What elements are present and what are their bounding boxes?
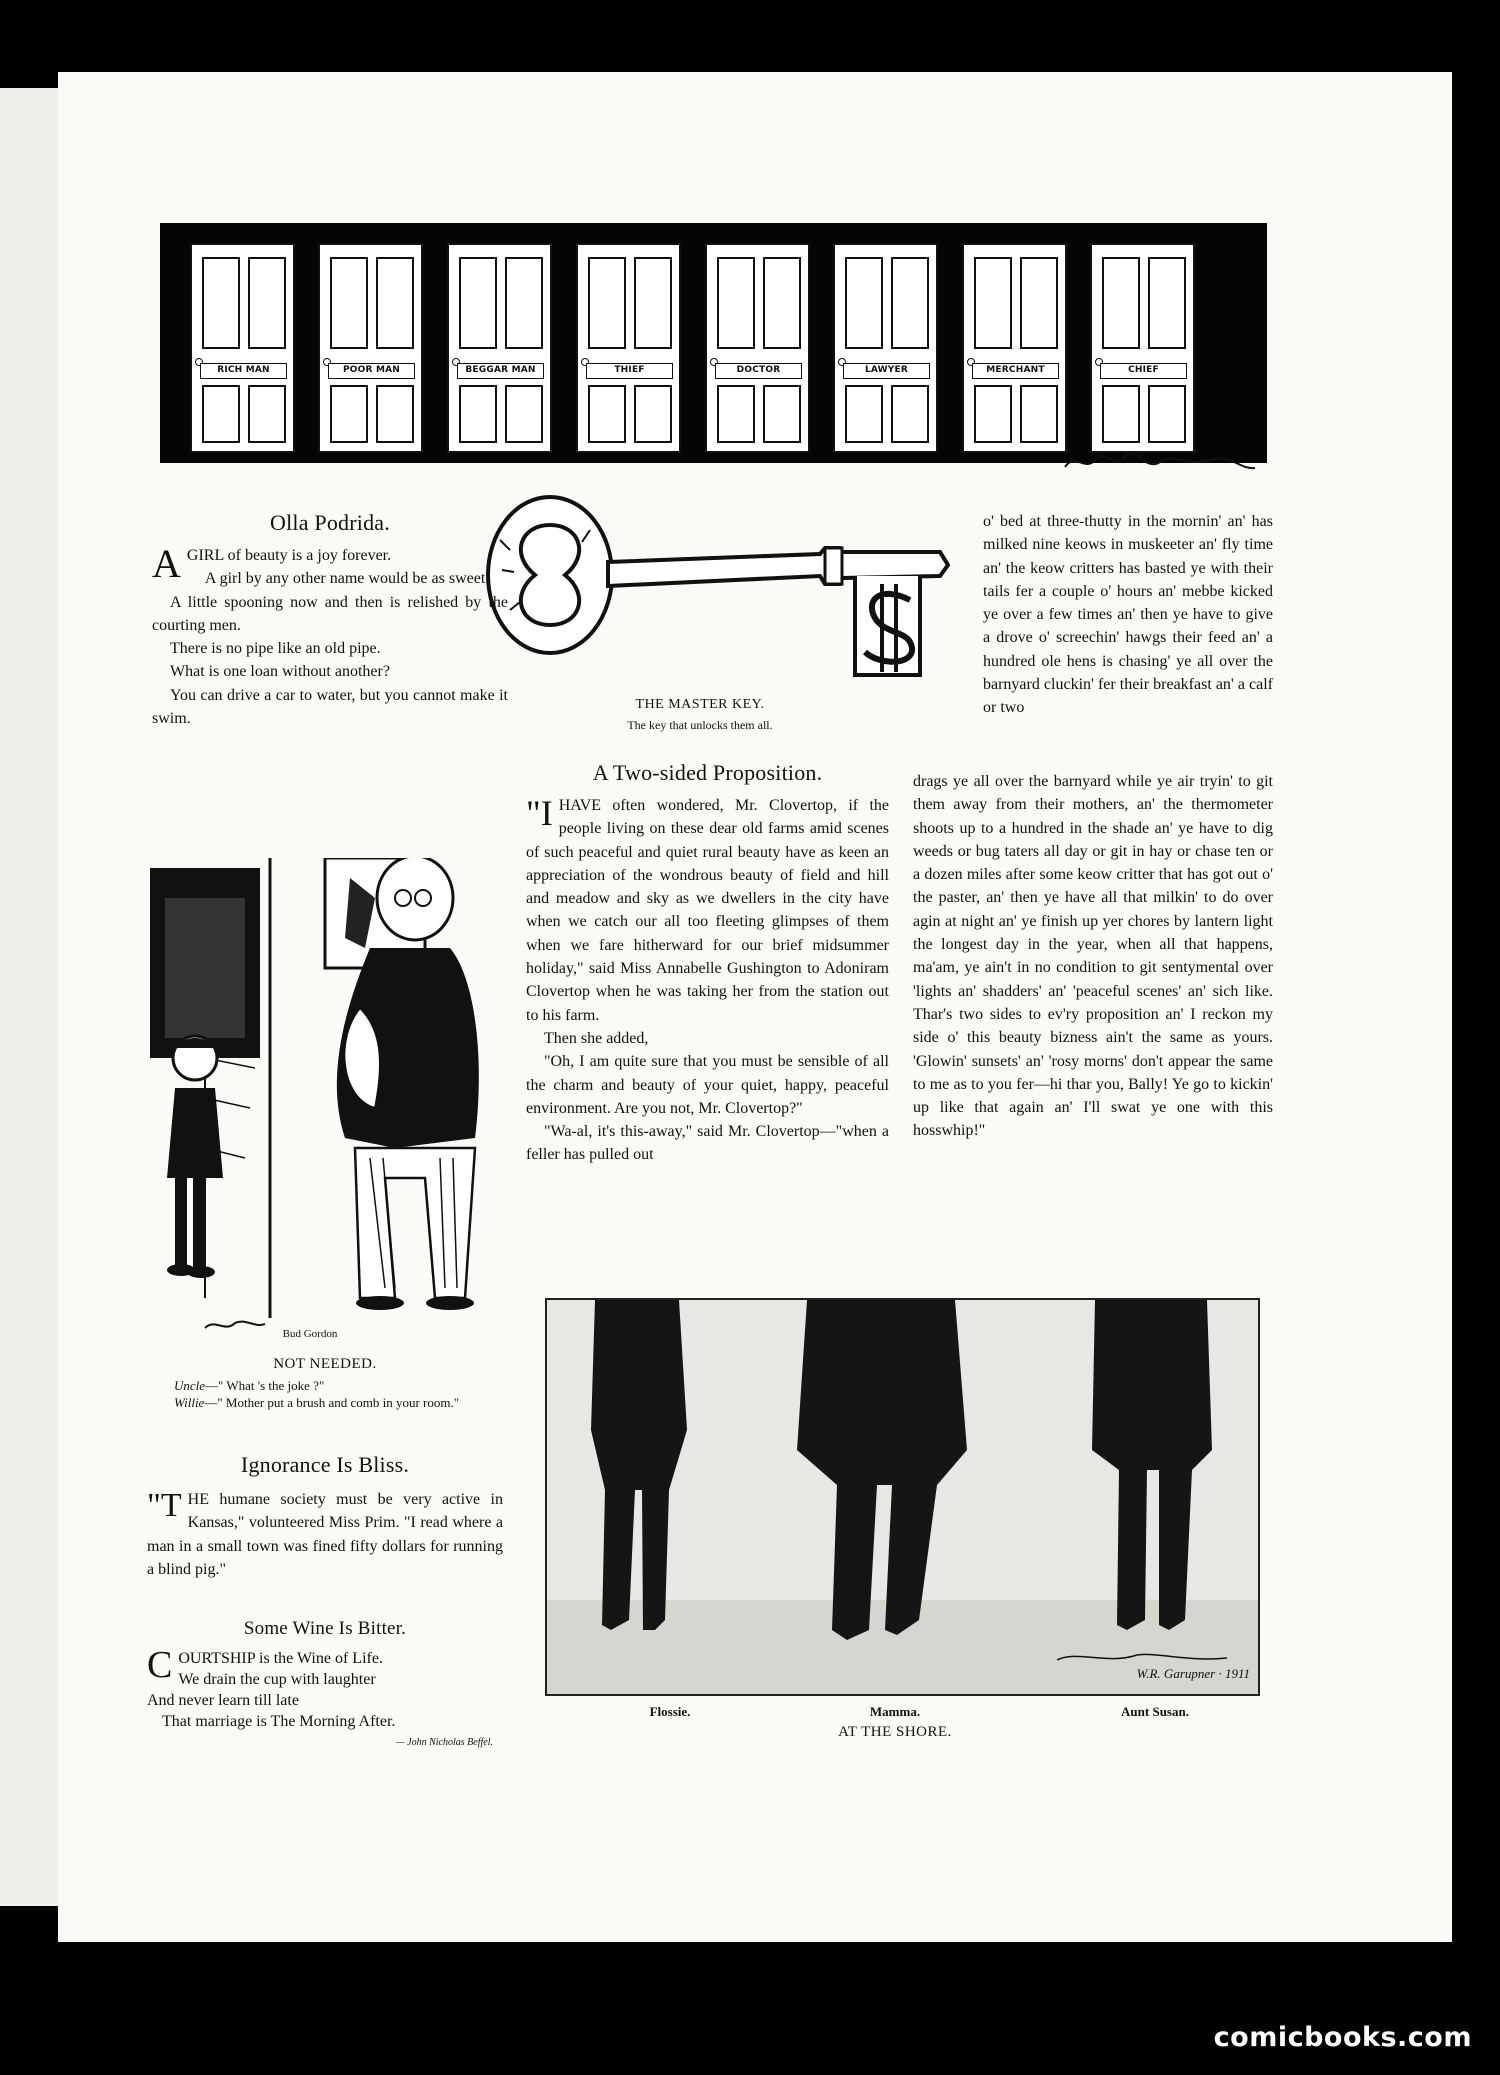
ignorance-dropcap: "T	[147, 1487, 182, 1524]
shore-label-aunt-susan: Aunt Susan.	[1121, 1704, 1189, 1719]
door-panel	[459, 257, 497, 349]
olla-line: You can drive a car to water, but you cannot make it swim.	[152, 686, 508, 728]
not-needed-title: NOT NEEDED.	[273, 1356, 377, 1372]
door-panel	[248, 257, 286, 349]
olla-dropcap: A	[152, 541, 181, 586]
door-panel	[1102, 257, 1140, 349]
ignorance-section	[147, 1452, 503, 1581]
olla-podrida-title: Olla Podrida.	[270, 510, 390, 535]
ignorance-text: HE humane society must be very active in Kansas," volunteered Miss Prim. "I read where a man in a small town was fined fifty dollars for running a blind pig."	[147, 1491, 503, 1578]
shore-label-mamma: Mamma.	[869, 1704, 921, 1719]
door-panel	[505, 385, 543, 443]
wine-line: That marriage is The Morning After.	[162, 1713, 396, 1730]
door-panel	[974, 257, 1012, 349]
door	[833, 243, 938, 453]
willie-label: Willie	[174, 1395, 205, 1410]
door-panel	[248, 385, 286, 443]
door	[576, 243, 681, 453]
door-nameplate: CHIEF	[1100, 363, 1187, 379]
door-panel	[202, 257, 240, 349]
door-panel	[330, 257, 368, 349]
door-panel	[330, 385, 368, 443]
door-panel	[891, 257, 929, 349]
olla-line: A girl by any other name would be as sweet.	[204, 570, 490, 588]
door-nameplate: THIEF	[586, 363, 673, 379]
door-panel	[376, 385, 414, 443]
two-sided-dropcap: "I	[526, 793, 553, 833]
door-panel	[763, 257, 801, 349]
door-panel	[891, 385, 929, 443]
wine-line: And never learn till late	[147, 1692, 299, 1709]
door-panel	[459, 385, 497, 443]
wine-author: — John Nicholas Beffel.	[395, 1737, 493, 1748]
two-sided-p3: "Oh, I am quite sure that you must be sensible of all the charm and beauty of your quiet, happy, peaceful environment. Are you not, Mr. Clovertop?"	[526, 1053, 889, 1117]
two-sided-p4: "Wa-al, it's this-away," said Mr. Clovertop—"when a feller has pulled out	[526, 1123, 889, 1164]
door-panel	[588, 257, 626, 349]
olla-line: There is no pipe like an old pipe.	[170, 640, 381, 658]
door-panel	[505, 257, 543, 349]
door-nameplate: MERCHANT	[972, 363, 1059, 379]
door	[962, 243, 1067, 453]
door-panel	[1102, 385, 1140, 443]
door-panel	[588, 385, 626, 443]
not-needed-caption	[150, 1377, 510, 1411]
door-panel	[1148, 257, 1186, 349]
door	[318, 243, 423, 453]
doors-illustration	[160, 223, 1267, 463]
two-sided-continued-top: o' bed at three-thutty in the mornin' an' has milked nine keows in muskeeter an' fly time an' the keow critters has basted ye with their tails fer a couple o' hours an' mebbe kicked ye over a few times an' then ye have to give a drove o' screechin' hawgs their feed an' a hundred ole hens is chasing' ye all over the barnyard cluckin' fer their breakfast an' a calf or two	[983, 513, 1273, 717]
shore-label-flossie: Flossie.	[649, 1704, 691, 1719]
door-panel	[1148, 385, 1186, 443]
door-nameplate: LAWYER	[843, 363, 930, 379]
door	[190, 243, 295, 453]
ignorance-title: Ignorance Is Bliss.	[240, 1452, 410, 1477]
scan-edge	[1452, 72, 1500, 1942]
door-nameplate: RICH MAN	[200, 363, 287, 379]
master-key-illustration	[480, 480, 950, 680]
door-nameplate: BEGGAR MAN	[457, 363, 544, 379]
door-nameplate: POOR MAN	[328, 363, 415, 379]
door-panel	[202, 385, 240, 443]
door-panel	[1020, 257, 1058, 349]
door-panel	[634, 385, 672, 443]
door-panel	[376, 257, 414, 349]
binding-gutter	[0, 88, 61, 1906]
wine-section	[147, 1618, 503, 1753]
olla-line: What is one loan without another?	[170, 663, 390, 681]
door-panel	[717, 385, 755, 443]
at-the-shore-photo	[545, 1298, 1260, 1696]
at-the-shore-title: AT THE SHORE.	[838, 1724, 952, 1740]
not-needed-cartoon	[145, 858, 515, 1336]
wine-line: We drain the cup with laughter	[178, 1671, 376, 1688]
door-panel	[845, 385, 883, 443]
uncle-line: —" What 's the joke ?"	[205, 1378, 325, 1393]
door-nameplate: DOCTOR	[715, 363, 802, 379]
door	[1090, 243, 1195, 453]
photo-signature: W.R. Garupner · 1911	[1136, 1666, 1250, 1681]
olla-podrida-section	[152, 510, 508, 730]
site-watermark: comicbooks.com	[1213, 2022, 1472, 2053]
two-sided-title: A Two-sided Proposition.	[592, 760, 823, 785]
wine-title: Some Wine Is Bitter.	[243, 1618, 407, 1639]
wine-line: OURTSHIP is the Wine of Life.	[178, 1650, 383, 1667]
key-caption-subtitle: The key that unlocks them all.	[627, 718, 773, 732]
olla-first-line: GIRL of beauty is a joy forever.	[186, 547, 392, 564]
artist-signature	[1060, 442, 1260, 482]
two-sided-section	[526, 760, 889, 1167]
door	[447, 243, 552, 453]
olla-line: A little spooning now and then is relished by the courting men.	[152, 593, 508, 634]
door	[705, 243, 810, 453]
door-panel	[1020, 385, 1058, 443]
door-panel	[763, 385, 801, 443]
two-sided-p1: HAVE often wondered, Mr. Clovertop, if the people living on these dear old farms amid scenes of such peaceful and quiet rural beauty have as keen an appreciation of the wondrous beauty of field and hill and meadow and sky as we dwellers in the city have when we catch our all too fleeting glimpses of them when we fare hitherward for our brief midsummer holiday," said Miss Annabelle Gushington to Adoniram Clovertop when he was taking her from the station out to his farm.	[526, 797, 889, 1024]
door-panel	[974, 385, 1012, 443]
door-panel	[717, 257, 755, 349]
two-sided-p2: Then she added,	[544, 1029, 649, 1047]
key-caption-title: THE MASTER KEY.	[635, 697, 765, 712]
door-panel	[845, 257, 883, 349]
silhouettes	[547, 1300, 1258, 1694]
wine-dropcap: C	[147, 1644, 173, 1686]
cartoon-signature: Bud Gordon	[282, 1328, 338, 1340]
willie-line: —" Mother put a brush and comb in your room."	[204, 1395, 460, 1410]
door-panel	[634, 257, 672, 349]
uncle-label: Uncle	[174, 1378, 206, 1393]
two-sided-continued: drags ye all over the barnyard while ye air tryin' to git them away from their mothers, an' the thermometer shoots up to a hundred in the shade an' ye have to dig weeds or bug taters all day or git in hay or chase ten or a dozen miles after some keow critter that has got out o' the paster, an' then ye have all that milkin' to do over agin at night an' ye finish up yer chores by lantern light the longest day in the year, when all that happens, ma'am, ye ain't in no condition to git sentymental over 'lights an' shadders' an' 'peaceful scenes' an' sich like. Thar's two sides to ev'ry proposition an' I reckon my side o' this beauty bizness ain't the same as yours. 'Glowin' sunsets' an' 'rosy morns' don't appear the same to me as to you fer—hi thar you, Bally! Ye go to kickin' up like that again an' I'll swat ye one with this hosswhip!"	[913, 773, 1273, 1140]
